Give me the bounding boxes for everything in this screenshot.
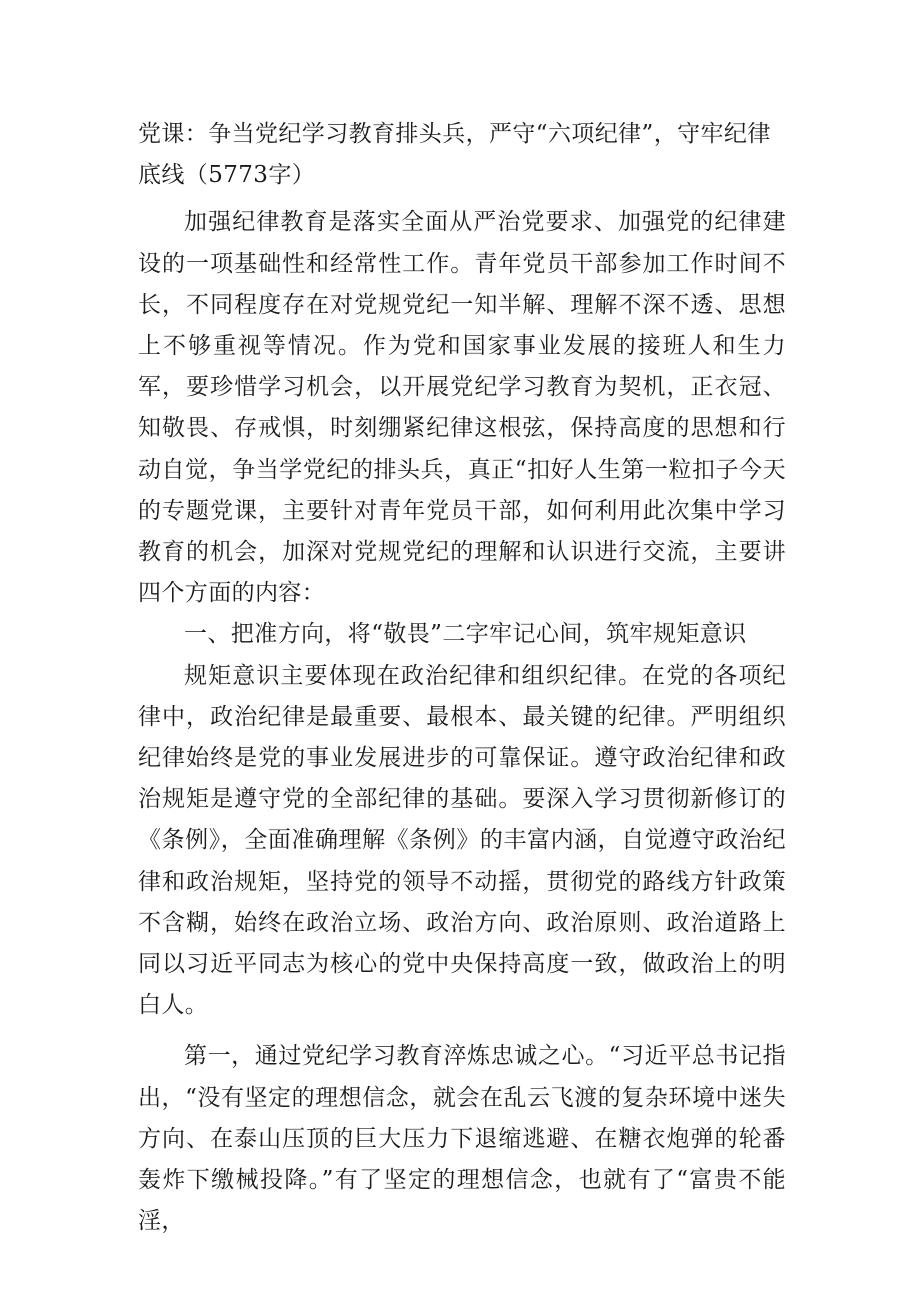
body-paragraph: 规矩意识主要体现在政治纪律和组织纪律。在党的各项纪律中，政治纪律是最重要、最根本、最关键的纪律。严明组织纪律始终是党的事业发展进步的可靠保证。遵守政治纪律和政治规矩是遵守党的全部纪律的基础。要深入学习贯彻新修订的《条例》，全面准确理解《条例》的丰富内涵，自觉遵守政治纪律和政治规矩，坚持党的领导不动摇，贯彻党的路线方针政策不含糊，始终在政治立场、政治方向、政治原则、政治道路上同以习近平同志为核心的党中央保持高度一致，做政治上的明白人。 <box>138 662 786 1019</box>
document-title: 党课：争当党纪学习教育排头兵，严守“六项纪律”，守牢纪律底线（5773字） <box>138 121 771 189</box>
section-heading-one: 一、把准方向，将“敬畏”二字牢记心间，筑牢规矩意识 <box>184 621 747 648</box>
intro-paragraph: 加强纪律教育是落实全面从严治党要求、加强党的纪律建设的一项基础性和经常性工作。青年党员干部参加工作时间不长，不同程度存在对党规党纪一知半解、理解不深不透、思想上不够重视等情况。作为党和国家事业发展的接班人和生力军，要珍惜学习机会，以开展党纪学习教育为契机，正衣冠、知敬畏、存戒惧，时刻绷紧纪律这根弦，保持高度的思想和行动自觉，争当学党纪的排头兵，真正“扣好人生第一粒扣子今天的专题党课，主要针对青年党员干部，如何利用此次集中学习教育的机会，加深对党规党纪的理解和认识进行交流，主要讲四个方面的内容： <box>138 209 786 607</box>
body-paragraph: 第一，通过党纪学习教育淬炼忠诚之心。“习近平总书记指出，“没有坚定的理想信念，就会在乱云飞渡的复杂环境中迷失方向、在泰山压顶的巨大压力下退缩逃避、在糖衣炮弹的轮番轰炸下缴械投降。”有了坚定的理想信念，也就有了“富贵不能淫， <box>138 1043 786 1235</box>
document-body <box>138 114 786 1242</box>
